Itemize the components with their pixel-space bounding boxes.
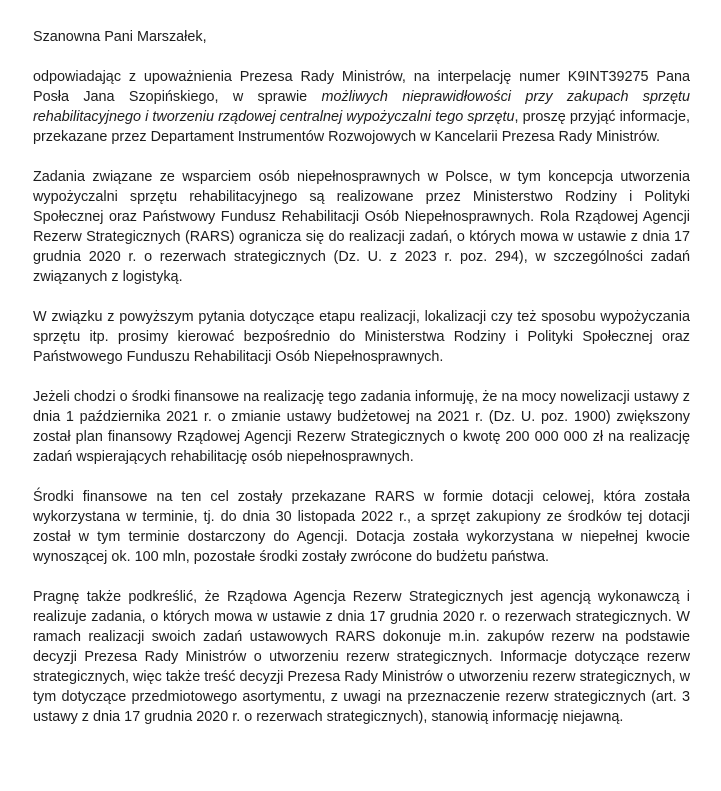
intro-text-before-italic: odpowiadając z upoważnienia Prezesa Rady Ministrów, na interpelację numer K9INT39275 Pana Posła Jana Szopińskiego, w sprawie — [33, 69, 690, 105]
paragraph-classified-information: Pragnę także podkreślić, że Rządowa Agencja Rezerw Strategicznych jest agencją wykonawczą i realizuje zadania, o których mowa w ustawie z dnia 17 grudnia 2020 r. o rezerwach strategicznych. W ramach realizacji swoich zadań ustawowych RARS dokonuje m.in. zakupów rezerw na podstawie decyzji Prezesa Rady Ministrów o utworzeniu rezerw strategicznych. Informacje dotyczące rezerw strategicznych, więc także treść decyzji Prezesa Rady Ministrów o utworzeniu rezerw strategicznych, w tym dotyczące przedmiotowego asortymentu, z uwagi na przeznaczenie rezerw strategicznych (art. 3 ustawy z dnia 17 grudnia 2020 r. o rezerwach strategicznych), stanowią informację niejawną. — [33, 589, 690, 725]
paragraph-tasks-support: Zadania związane ze wsparciem osób niepełnosprawnych w Polsce, w tym koncepcja utworzenia wypożyczalni sprzętu rehabilitacyjnego są realizowane przez Ministerstwo Rodziny i Polityki Społecznej oraz Państwowy Fundusz Rehabilitacji Osób Niepełnosprawnych. Rola Rządowej Agencji Rezerw Strategicznych (RARS) ogranicza się do realizacji zadań, o których mowa w ustawie z dnia 17 grudnia 2020 r. o rezerwach strategicznych (Dz. U. z 2023 r. poz. 294), w szczególności zadań związanych z logistyką. — [33, 169, 690, 285]
intro-paragraph — [33, 67, 690, 147]
paragraph-budget-amendment: Jeżeli chodzi o środki finansowe na realizację tego zadania informuję, że na mocy nowelizacji ustawy z dnia 1 października 2021 r. o zmianie ustawy budżetowej na 2021 r. (Dz. U. poz. 1900) zwiększony został plan finansowy Rządowej Agencji Rezerw Strategicznych o kwotę 200 000 000 zł na realizację zadań wspierających rehabilitację osób niepełnosprawnych. — [33, 389, 690, 465]
paragraph-redirect-questions: W związku z powyższym pytania dotyczące etapu realizacji, lokalizacji czy też sposobu wypożyczania sprzętu itp. prosimy kierować bezpośrednio do Ministerstwa Rodziny i Polityki Społecznej oraz Państwowego Funduszu Rehabilitacji Osób Niepełnosprawnych. — [33, 309, 690, 365]
intro-text-after-italic: , proszę przyjąć informacje, przekazane przez Departament Instrumentów Rozwojowych w Kancelarii Prezesa Rady Ministrów. — [33, 109, 690, 145]
salutation: Szanowna Pani Marszałek, — [33, 29, 207, 45]
interpellation-subject-italic: możliwych nieprawidłowości przy zakupach sprzętu rehabilitacyjnego i tworzeniu rządowej centralnej wypożyczalni tego sprzętu — [33, 89, 690, 125]
paragraph-funds-transferred: Środki finansowe na ten cel zostały przekazane RARS w formie dotacji celowej, która została wykorzystana w terminie, tj. do dnia 30 listopada 2022 r., a sprzęt zakupiony ze środków tej dotacji został w tym terminie dostarczony do Agencji. Dotacja została wykorzystana w niepełnej kwocie wynoszącej ok. 100 mln, pozostałe środki zostały zwrócone do budżetu państwa. — [33, 489, 690, 565]
